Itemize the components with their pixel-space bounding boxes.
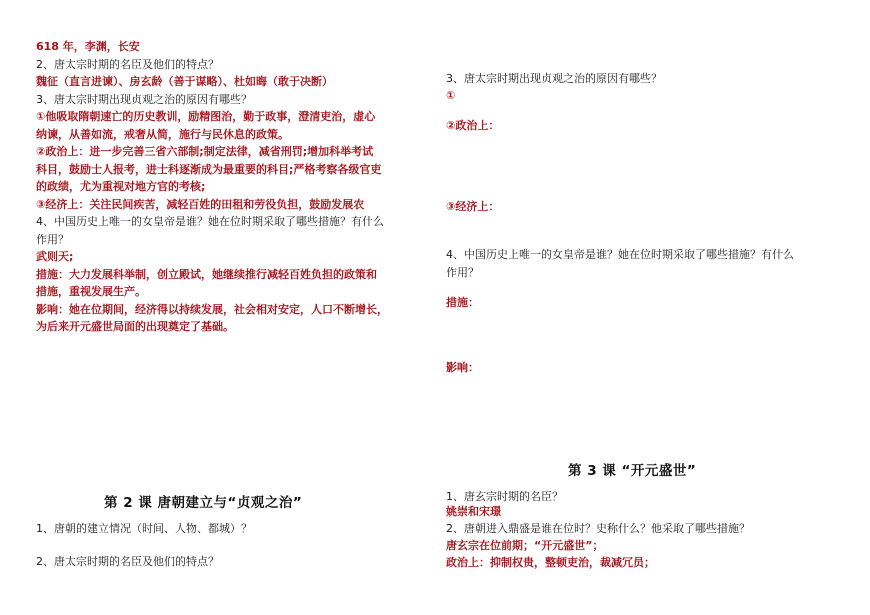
right-upper-question-4: [446, 246, 794, 282]
lesson-3-question-1: 1、唐玄宗时期的名臣？: [446, 490, 563, 503]
answer-cause-3: ③经济上：关注民间疾苦，减轻百姓的田租和劳役负担，鼓励发展农: [36, 197, 365, 211]
blank-cause-2: ②政治上：: [446, 119, 500, 132]
blank-cause-3: ③经济上：: [446, 200, 500, 213]
question-famous-ministers: 2、唐太宗时期的名臣及他们的特点？: [36, 57, 219, 71]
lesson-3-answer-1: 姚崇和宋璟: [446, 505, 501, 518]
question-zhenguan-causes-blank: 3、唐太宗时期出现贞观之治的原因有哪些？: [446, 72, 662, 85]
right-upper-question-3: [446, 70, 662, 88]
lesson-3-answer-3: 政治上：抑制权贵，整顿吏治，裁减冗员；: [446, 556, 655, 569]
answer-effect-line-1: 影响：她在位期间，经济得以持续发展，社会相对安定，人口不断增长，: [36, 302, 388, 316]
blank-measures: 措施：: [446, 296, 479, 309]
left-upper-section: [36, 38, 432, 336]
answer-empress-name: 武则天;: [36, 250, 74, 263]
blank-cause-1: ①: [446, 89, 456, 102]
lesson-3-answer-2: 唐玄宗在位前期；“开元盛世”；: [446, 539, 604, 552]
answer-cause-2-line-2: 科目，鼓励士人报考，进士科逐渐成为最重要的科目;严格考察各级官吏: [36, 162, 382, 176]
question-empress-line-1: 4、中国历史上唯一的女皇帝是谁？她在位时期采取了哪些措施？有什么: [36, 215, 384, 228]
answer-cause-2-line-1: ②政治上：进一步完善三省六部制;制定法律，减省刑罚;增加科举考试: [36, 145, 374, 158]
question-empress-blank-line-2: 作用？: [446, 266, 479, 279]
lesson-3-question-2: 2、唐朝进入鼎盛是谁在位时？史称什么？他采取了哪些措施？: [446, 522, 750, 535]
answer-founding: 618 年，李渊，长安: [36, 40, 140, 53]
lesson-2-title: 第 2 课 唐朝建立与“贞观之治”: [104, 495, 303, 511]
question-empress-line-2: 作用？: [36, 232, 69, 246]
question-zhenguan-causes: 3、唐太宗时期出现贞观之治的原因有哪些？: [36, 92, 252, 106]
answer-cause-1-line-2: 纳谏，从善如流，戒奢从简，施行与民休息的政策。: [36, 127, 289, 141]
lesson-2-question-2: 2、唐太宗时期的名臣及他们的特点？: [36, 555, 219, 568]
blank-effect: 影响：: [446, 361, 479, 374]
answer-famous-ministers: 魏征（直言进谏）、房玄龄（善于谋略）、杜如晦（敢于决断）: [36, 75, 333, 88]
answer-measures-line-1: 措施：大力发展科举制，创立殿试，她继续推行减轻百姓负担的政策和: [36, 267, 377, 281]
question-empress-blank-line-1: 4、中国历史上唯一的女皇帝是谁？她在位时期采取了哪些措施？有什么: [446, 248, 794, 261]
answer-effect-line-2: 为后来开元盛世局面的出现奠定了基础。: [36, 320, 234, 333]
answer-cause-1-line-1: ①他吸取隋朝速亡的历史教训，励精图治，勤于政事，澄清吏治，虚心: [36, 110, 376, 123]
lesson-3-title: 第 3 课 “开元盛世”: [568, 463, 697, 479]
lesson-2-question-1: 1、唐朝的建立情况（时间、人物、都城）？: [36, 522, 252, 535]
answer-measures-line-2: 措施，重视发展生产。: [36, 285, 146, 298]
answer-cause-2-line-3: 的政绩，尤为重视对地方官的考核;: [36, 180, 206, 193]
